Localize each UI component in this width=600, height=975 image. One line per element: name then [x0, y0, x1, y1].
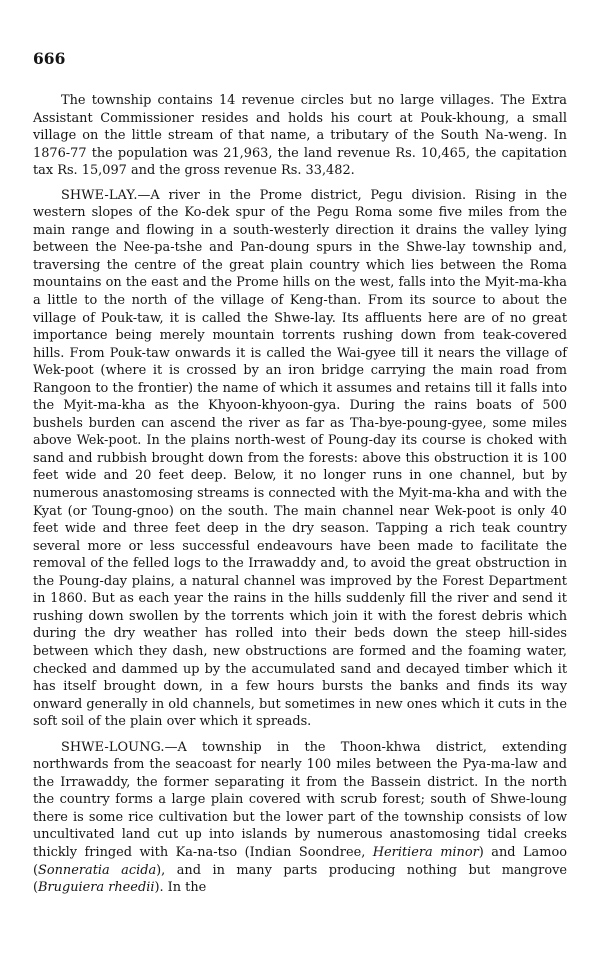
species-heritiera: Heritiera minor: [372, 844, 479, 860]
shwe-lay-body: —A river in the Prome district, Pegu division. Rising in the western slopes of the Ko-dek spur of the Pegu Roma some five miles from the main range and flowing in a south-westerly direction it drains the valley lying between the Nee-pa-tshe and Pan-doung spurs in the Shwe-lay township and, traversing the centre of the great plain country which lies between the Roma mountains on the east and the Prome hills on the west, falls into the Myit-ma-kha a little to the north of the village of Keng-than. From its source to about the village of Pouk-taw, it is called the Shwe-lay. Its affluents here are of no great importance being merely mountain torrents rushing down from teak-covered hills. From Pouk-taw onwards it is called the Wai-gyee till it nears the village of Wek-poot (where it is crossed by an iron bridge carrying the main road from Rangoon to the frontier) the name of which it assumes and retains till it falls into the Myit-ma-kha as the Khyoon-khyoon-gya. During the rains boats of 500 bushels burden can ascend the river as far as Tha-bye-poung-gyee, some miles above Wek-poot. In the plains north-west of Poung-day its course is choked with sand and rubbish brought down from the forests: above this obstruction it is 100 feet wide and 20 feet deep. Below, it no longer runs in one channel, but by numerous anastomosing streams is connected with the Myit-ma-kha and with the Kyat (or Toung-gnoo) on the south. The main channel near Wek-poot is only 40 feet wide and three feet deep in the dry season. Tapping a rich teak country several more or less successful endeavours have been made to facilitate the removal of the felled logs to the Irrawaddy and, to avoid the great obstruction in the Poung-day plains, a natural channel was improved by the Forest Department in 1860. But as each year the rains in the hills suddenly fill the river and send it rushing down swollen by the torrents which join it with the forest debris which during the dry weather has rolled into their beds down the steep hill-sides between which they dash, new obstructions are formed and the foaming water, checked and dammed up by the accumulated sand and decayed timber which it has itself brought down, in a few hours bursts the banks and finds its way onward generally in old channels, but sometimes in new ones which it cuts in the soft soil of the plain over which it spreads.: [33, 187, 567, 730]
shwe-loung-body-2: ) and Lamoo (: [33, 844, 567, 878]
shwe-loung-body-1: —A township in the Thoon-khwa district, extending northwards from the seacoast for nearly 100 miles between the Pya-ma-law and the Irrawaddy, the former separating it from the Bassein district. In the north the country forms a large plain covered with scrub forest; south of Shwe-loung there is some rice cultivation but the lower part of the township consists of low uncultivated land cut up into islands by numerous anastomosing tidal creeks thickly fringed with Ka-na-tso (Indian Soondree,: [33, 739, 567, 860]
species-sonneratia: Sonneratia acida: [38, 862, 157, 878]
page-number: 666: [33, 49, 66, 68]
shwe-lay-heading: SHWE-LAY.: [61, 187, 138, 203]
shwe-lay-entry: [33, 187, 567, 731]
shwe-loung-body-3: ), and in many parts producing nothing but mangrove (: [33, 862, 567, 896]
species-bruguiera: Bruguiera rheedii: [38, 880, 155, 896]
shwe-loung-entry: [33, 739, 567, 897]
township-intro-paragraph: The township contains 14 revenue circles but no large villages. The Extra Assistant Commissioner resides and holds his court at Pouk-khoung, a small village on the little stream of that name, a tributary of the South Na-weng. In 1876-77 the population was 21,963, the land revenue Rs. 10,465, the capitation tax Rs. 15,097 and the gross revenue Rs. 33,482.: [33, 93, 567, 179]
shwe-loung-body-4: ). In the: [154, 880, 207, 896]
shwe-loung-heading: SHWE-LOUNG.: [61, 739, 165, 755]
